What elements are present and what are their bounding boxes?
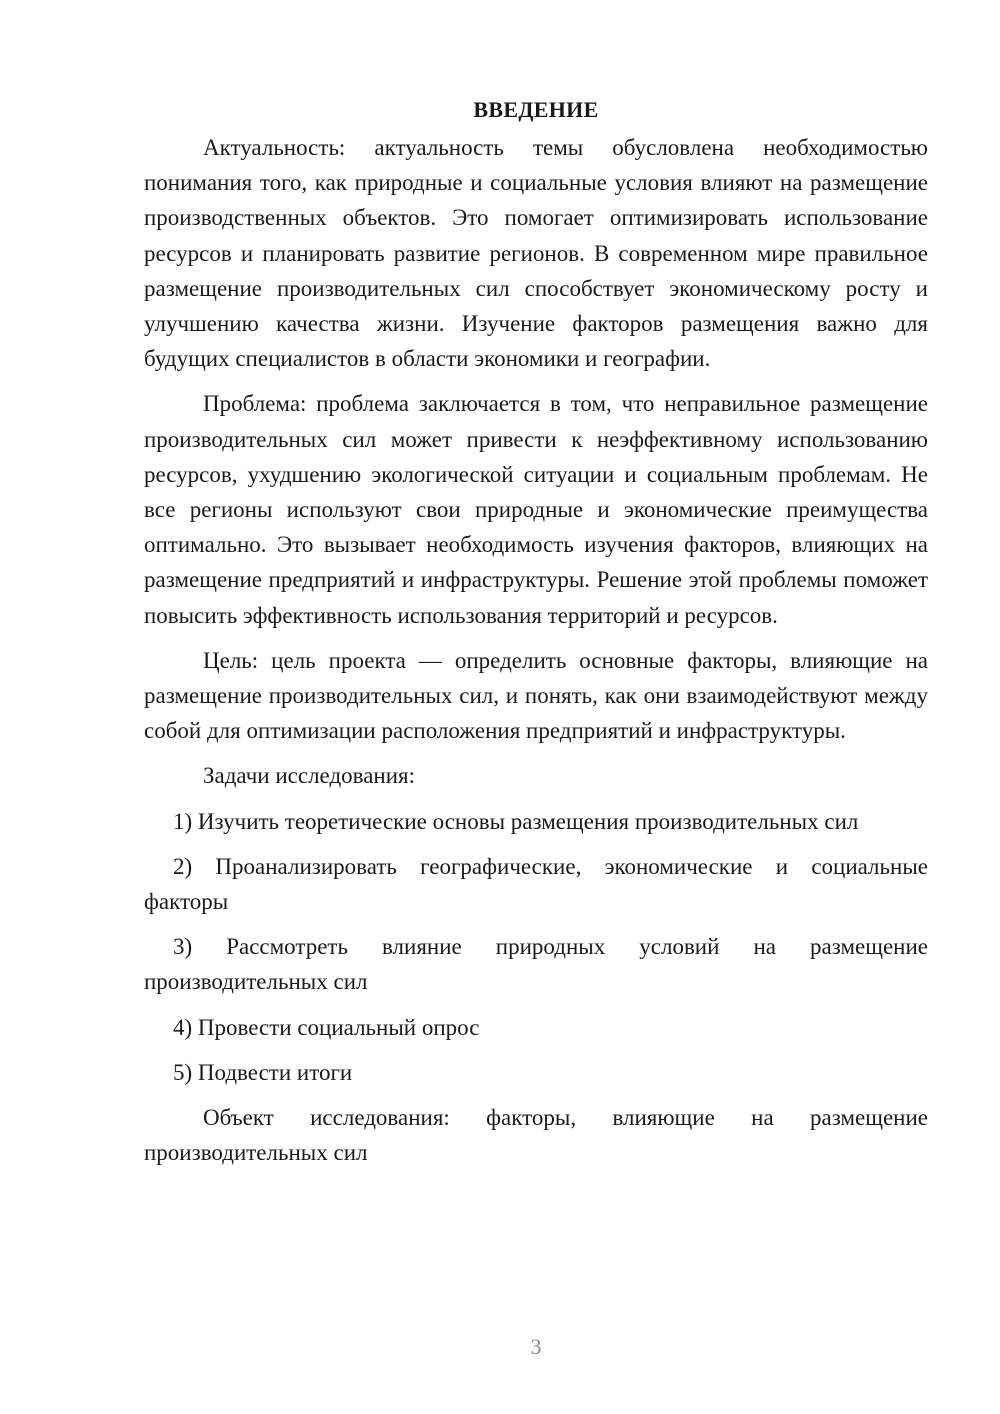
- paragraph-relevance: Актуальность: актуальность темы обусловлена необходимостью понимания того, как природные и социальные условия влияют на размещение производственных объектов. Это помогает оптимизировать использование ресурсов и планировать развитие регионов. В современном мире правильное размещение производительных сил способствует экономическому росту и улучшению качества жизни. Изучение факторов размещения важно для будущих специалистов в области экономики и географии.: [144, 135, 928, 372]
- page-number: 3: [530, 1334, 542, 1359]
- paragraph-goal: Цель: цель проекта — определить основные факторы, влияющие на размещение производительных сил, и понять, как они взаимодействуют между собой для оптимизации расположения предприятий и инфраструктуры.: [144, 647, 928, 744]
- task-item-2: 2) Проанализировать географические, экономические и социальные факторы: [144, 853, 928, 915]
- page-content: [144, 92, 928, 1180]
- task-item-1: 1) Изучить теоретические основы размещения производительных сил: [173, 808, 859, 834]
- tasks-heading: Задачи исследования:: [203, 763, 416, 789]
- page-title: ВВЕДЕНИЕ: [473, 97, 599, 122]
- paragraph-object: Объект исследования: факторы, влияющие на размещение производительных сил: [144, 1105, 928, 1166]
- task-item-4: 4) Провести социальный опрос: [173, 1014, 480, 1040]
- task-item-3: 3) Рассмотреть влияние природных условий на размещение производительных сил: [144, 934, 928, 995]
- paragraph-problem: Проблема: проблема заключается в том, что неправильное размещение производительных сил может привести к неэффективному использованию ресурсов, ухудшению экологической ситуации и социальным проблемам. Не все регионы используют свои природные и экономические преимущества оптимально. Это вызывает необходимость изучения факторов, влияющих на размещение предприятий и инфраструктуры. Решение этой проблемы поможет повысить эффективность использования территорий и ресурсов.: [144, 391, 928, 628]
- task-item-5: 5) Подвести итоги: [173, 1059, 353, 1085]
